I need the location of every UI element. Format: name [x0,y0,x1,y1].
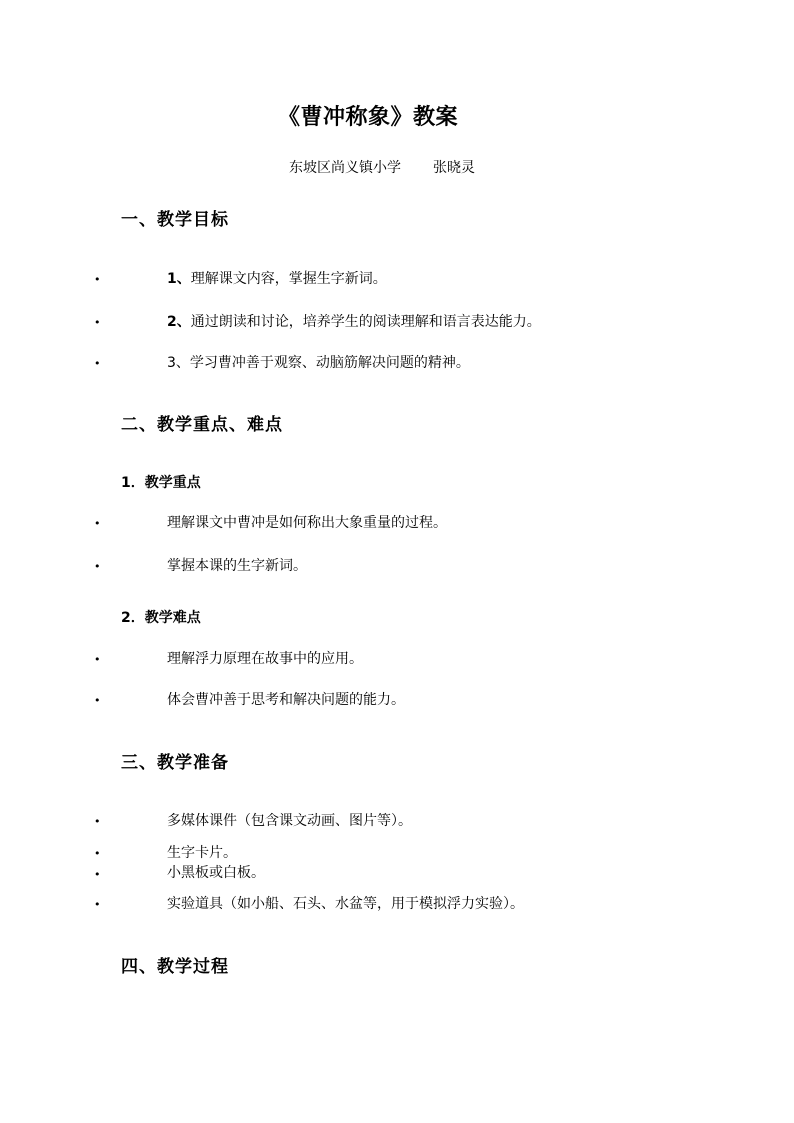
list-item: 实验道具（如小船、石头、水盆等，用于模拟浮力实验）。 [167,896,524,912]
author-school: 东坡区尚义镇小学 [289,160,401,176]
bullet-icon: • [94,517,101,530]
section-heading-preparation: 三、教学准备 [121,753,229,773]
list-item: 理解浮力原理在故事中的应用。 [167,651,363,667]
bullet-icon: • [94,560,101,573]
bullet-icon: • [94,847,101,860]
list-item: 体会曹冲善于思考和解决问题的能力。 [167,692,405,708]
bullet-icon: • [94,273,101,286]
bullet-icon: • [94,653,101,666]
subsection-heading-key-points: 1．教学重点 [121,475,201,491]
bullet-icon: • [94,815,101,828]
list-item [167,268,387,288]
bullet-icon: • [94,316,101,329]
item-text: 理解课文内容，掌握生字新词。 [190,271,387,287]
section-heading-process: 四、教学过程 [121,957,229,977]
subsection-heading-difficulties: 2．教学难点 [121,610,201,626]
item-number: 3、 [167,355,190,371]
bullet-icon: • [94,357,101,370]
list-item: 小黑板或白板。 [167,865,265,881]
item-number: 2、 [167,314,191,330]
section-heading-objectives: 一、教学目标 [121,210,229,230]
list-item: 掌握本课的生字新词。 [167,558,307,574]
author-line [0,157,764,177]
item-number: 1、 [167,271,191,287]
bullet-icon: • [94,898,101,911]
list-item: 理解课文中曹冲是如何称出大象重量的过程。 [167,515,447,531]
list-item: 生字卡片。 [167,845,237,861]
item-text: 通过朗读和讨论，培养学生的阅读理解和语言表达能力。 [190,314,541,330]
list-item [167,311,541,331]
list-item: 多媒体课件（包含课文动画、图片等）。 [167,813,412,829]
author-name: 张晓灵 [433,160,475,176]
list-item [167,352,470,372]
bullet-icon: • [94,694,101,707]
item-text: 学习曹冲善于观察、动脑筋解决问题的精神。 [189,355,470,371]
document-title: 《曹冲称象》教案 [277,105,458,130]
section-heading-key-points: 二、教学重点、难点 [121,415,283,435]
bullet-icon: • [94,868,101,881]
